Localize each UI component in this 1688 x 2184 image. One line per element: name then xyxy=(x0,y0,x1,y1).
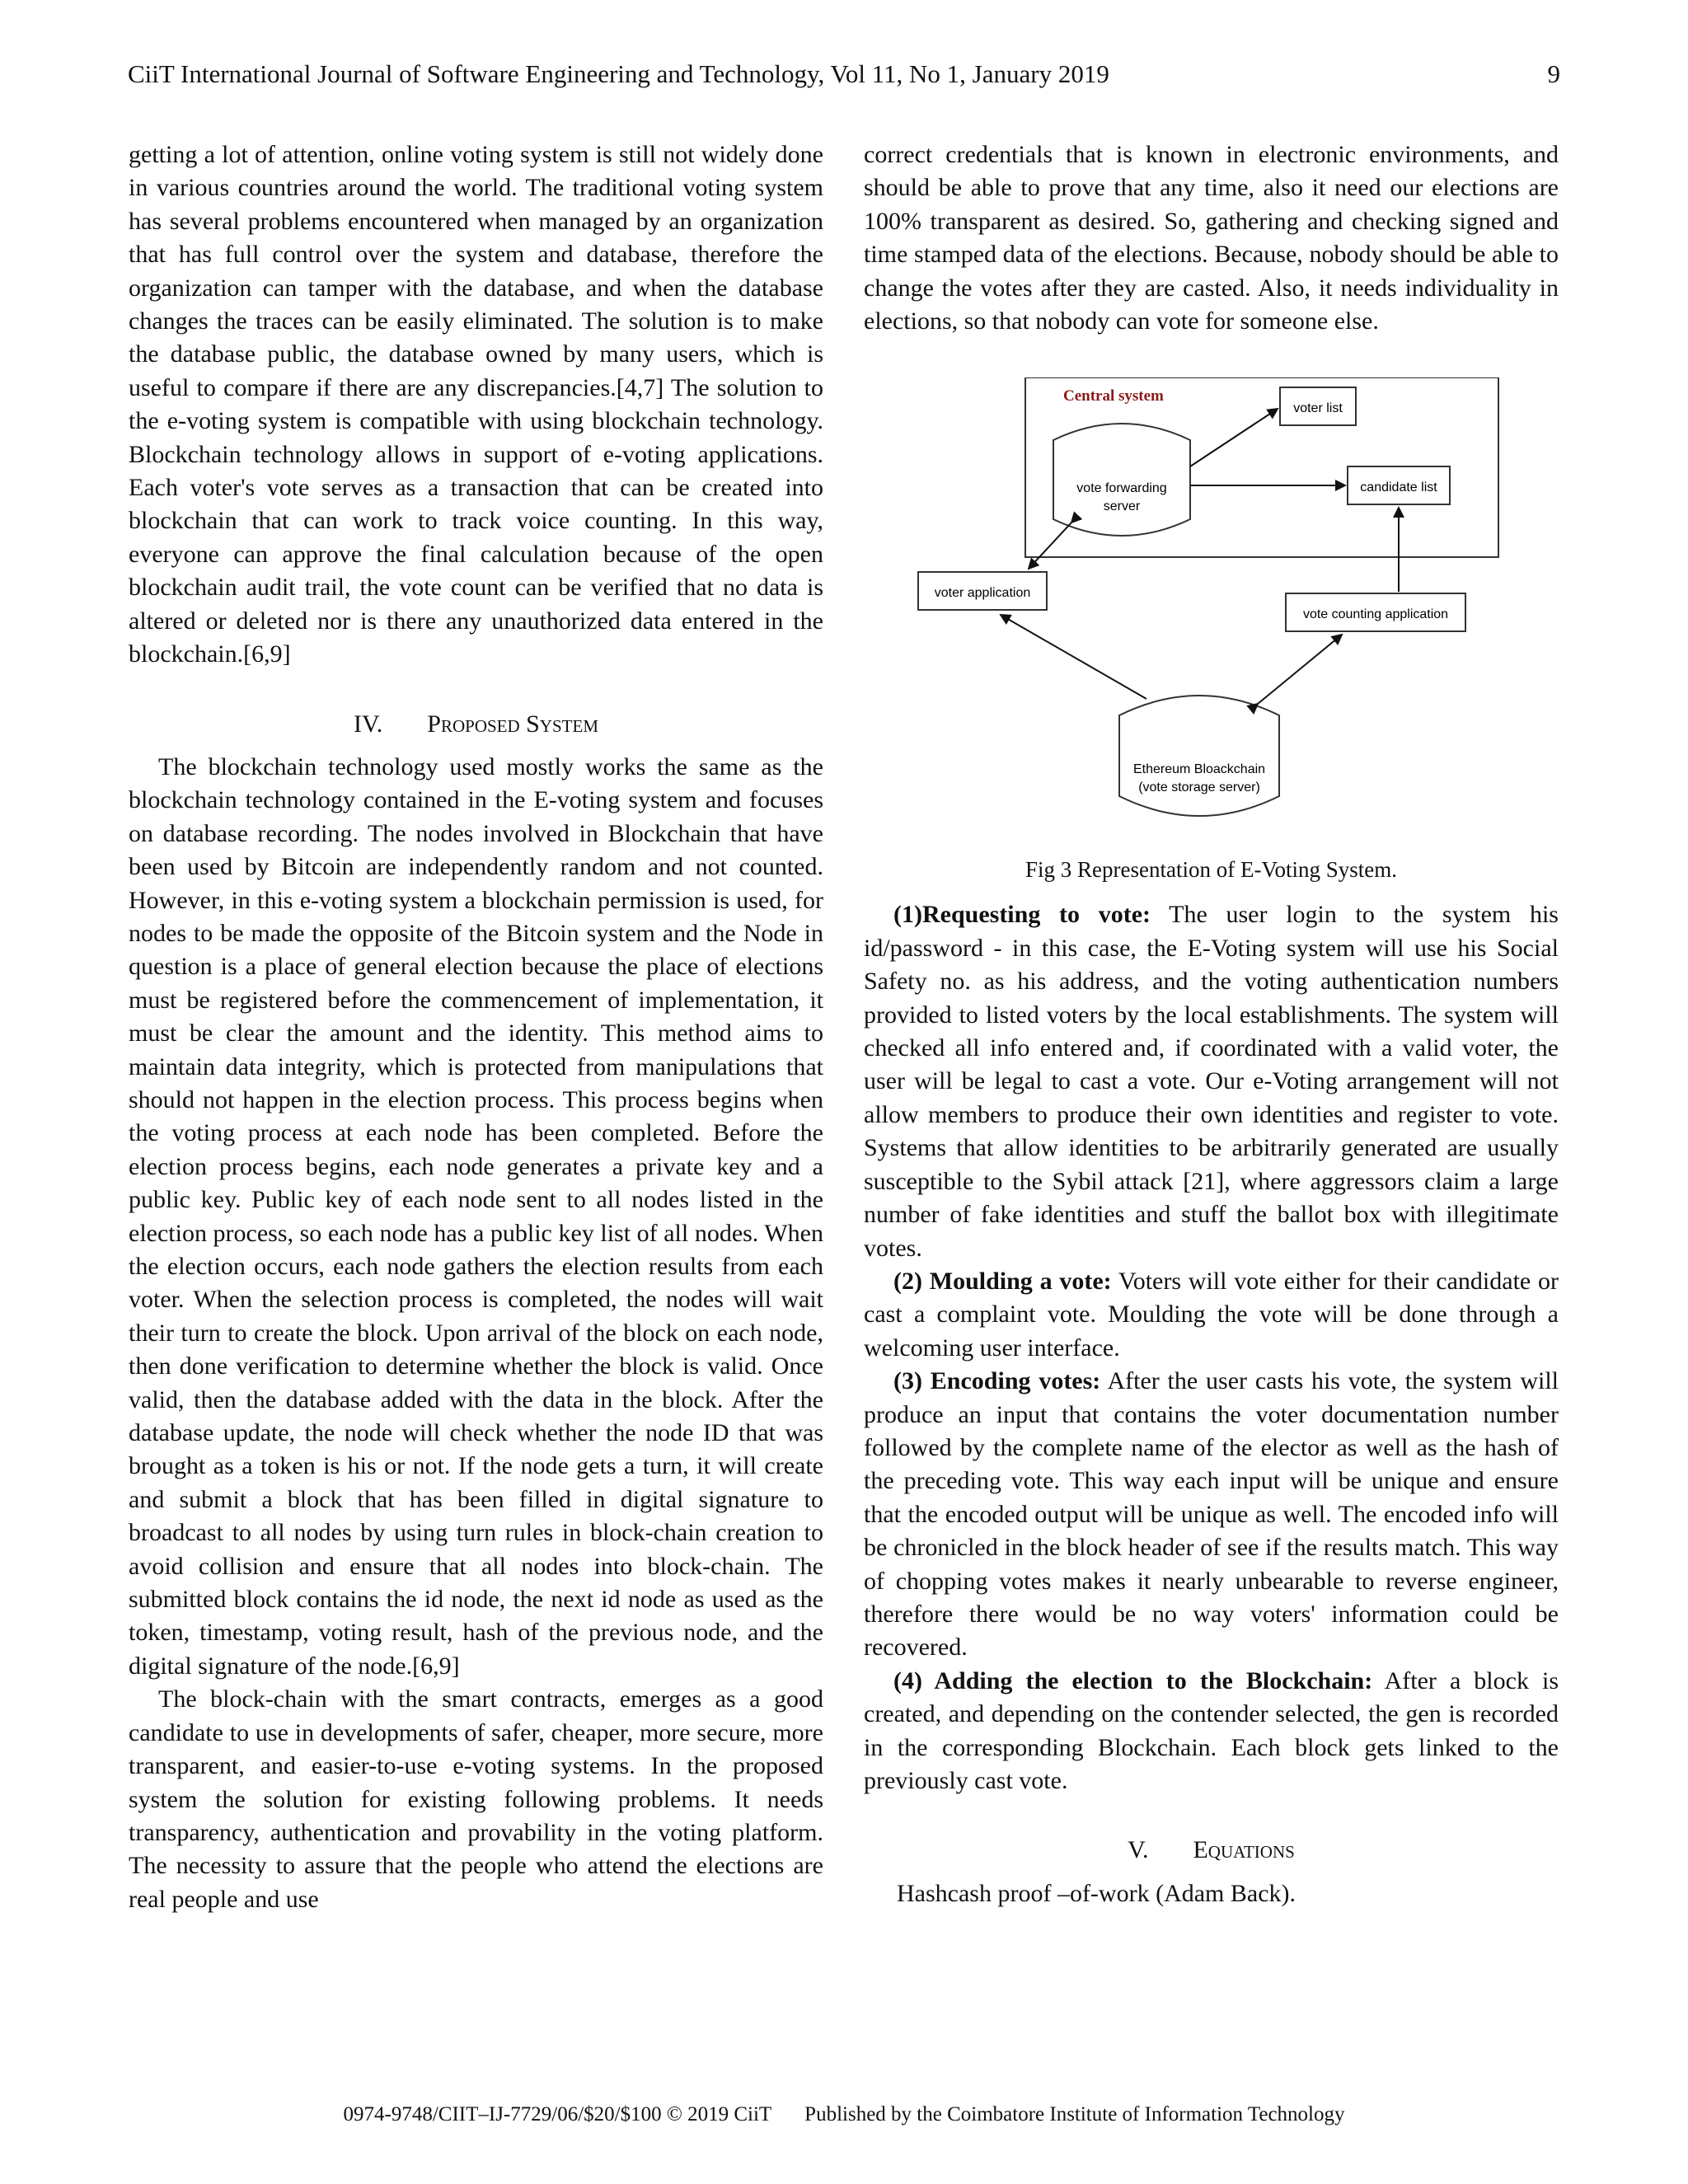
section-number: IV. xyxy=(353,710,383,738)
step-adding-election xyxy=(864,1665,1559,1798)
figure-evoting-system xyxy=(864,377,1559,1053)
step-encoding-votes xyxy=(864,1365,1559,1665)
page-footer xyxy=(0,2102,1688,2128)
voter-list-label: voter list xyxy=(1293,401,1343,416)
left-paragraph-2: The blockchain technology used mostly works the same as the blockchain technology contained in the E-voting system and focuses on database recording. The nodes involved in Blockchain that have been used by Bitcoin are independently random and not counted. However, in this e-voting system a blockchain permission is used, for nodes to be made the opposite of the Bitcoin system and the Node in question is a place of general election because the place of elections must be registered before the commencement of implementation, it must be clear the amount and the identity. This method aims to maintain data integrity, which is protected from manipulations that should not happen in the election process. This process begins when the voting process at each node has been completed. Before the election process begins, each node generates a private key and a public key. Public key of each node sent to all nodes listed in the election process, so each node has a public key list of all nodes. When the election occurs, each node gathers the election results from each voter. When the selection process is completed, the nodes will wait their turn to create the block. Upon arrival of the block on each node, then done verification to determine whether the block is valid. Once valid, then the database added with the data in the block. After the database update, the node will check whether the node ID that was brought as a token is his or not. If the node gets a turn, it will create and submit a block that has been filled in digital signature to broadcast to all nodes by using turn rules in block-chain creation to avoid collision and ensure that all nodes into block-chain. The submitted block contains the id node, the next id node as used as the token, timestamp, voting result, hash of the previous node, and the digital signature of the node.[6,9] xyxy=(129,752,823,1680)
step3-body: After the user casts his vote, the system will produce an input that contains the voter documentation number followed by the complete name of the elector as well as the hash of the preceding vote. This way each input will be unique and ensure that the encoded output will be unique as well. The encoded info will be chronicled in the block header of see if the results match. This way of chopping votes makes it nearly unbearable to reverse engineer, therefore there would be no way voters' information could be recovered. xyxy=(864,1367,1559,1661)
section-heading-equations xyxy=(864,1834,1559,1867)
forwarding-label-line2: server xyxy=(1103,499,1141,514)
page-number: 9 xyxy=(1547,59,1560,88)
right-paragraph-1: correct credentials that is known in electronic environments, and should be able to prove that any time, also it need our elections are 100% transparent as desired. So, gathering and checking signed and time stamped data of the elections. Because, nobody should be able to change the votes after they are casted. Also, it needs individuality in elections, so that nobody can vote for someone else. xyxy=(864,141,1559,335)
section-heading-proposed-system xyxy=(129,708,823,741)
section-title: Proposed System xyxy=(427,710,599,738)
ethereum-label-line2: (vote storage server) xyxy=(1138,780,1260,795)
arrow-server-voter-app xyxy=(1029,523,1071,569)
step1-body: The user login to the system his id/password - in this case, the E-Voting system will use his Social Safety no. as his address, and the voting authentication numbers provided to listed voters by the local establishments. The system will checked all info entered and, if coordinated with a valid voter, the user will be legal to cast a vote. Our e-Voting arrangement will not allow members to produce their own identities and register to vote. Systems that allow identities to be arbitrarily generated are usually susceptible to the Sybil attack [21], where aggressors claim a large number of fake identities and stuff the ballot box with illegitimate votes. xyxy=(864,901,1559,1262)
ethereum-blockchain-storage xyxy=(1119,696,1279,816)
equation-intro: Hashcash proof –of-work (Adam Back). xyxy=(897,1879,1296,1907)
left-paragraph-1: getting a lot of attention, online voting system is still not widely done in various countries around the world. The traditional voting system has several problems encountered when managed by an organization that has full control over the system and database, therefore the organization can tamper with the database, and when the database changes the traces can be easily eliminated. The solution is to make the database public, the database owned by many users, which is useful to compare if there are any discrepancies.[4,7] The solution to the e-voting system is compatible with using blockchain technology. Blockchain technology allows in support of e-voting applications. Each voter's vote serves as a transaction that can be created into blockchain that can work to track voice counting. In this way, everyone can approve the final calculation because of the open blockchain audit trail, the vote count can be verified that no data is altered or deleted nor is there any unauthorized data entered in the blockchain.[6,9] xyxy=(129,141,823,668)
footer-publisher: Published by the Coimbatore Institute of Information Technology xyxy=(804,2103,1345,2125)
step1-heading: (1)Requesting to vote: xyxy=(893,901,1151,929)
step2-body: Voters will vote either for their candidate or cast a complaint vote. Moulding the vote will be done through a welcoming user interface. xyxy=(864,1267,1559,1361)
forwarding-label-line1: vote forwarding xyxy=(1076,481,1167,496)
step3-heading: (3) Encoding votes: xyxy=(893,1367,1101,1395)
ethereum-label-line1: Ethereum Bloackchain xyxy=(1132,762,1266,777)
step4-body: After a block is created, and depending on the contender selected, the gen is recorded in the corresponding Blockchain. Each block gets linked to the previously cast vote. xyxy=(864,1666,1559,1794)
figure-diagram xyxy=(864,377,1559,1004)
arrow-blockchain-counting-app xyxy=(1258,635,1342,704)
candidate-list-label: candidate list xyxy=(1360,480,1437,495)
voter-application-label: voter application xyxy=(934,586,1031,601)
section-number: V. xyxy=(1128,1836,1149,1864)
arrow-to-voter-list xyxy=(1190,409,1278,466)
journal-title: CiiT International Journal of Software Engineering and Technology, Vol 11, No 1, January 2019 xyxy=(128,59,1109,88)
central-system-label: Central system xyxy=(1063,387,1164,405)
step-moulding-a-vote xyxy=(864,1265,1559,1365)
figure-caption: Fig 3 Representation of E-Voting System. xyxy=(1025,857,1397,883)
running-head xyxy=(128,58,1560,91)
right-column xyxy=(864,138,1559,1910)
vote-counting-application-label: vote counting application xyxy=(1302,607,1449,622)
left-column xyxy=(129,138,823,1916)
footer-copyright: 0974-9748/CIIT–IJ-7729/06/$20/$100 © 2019 CiiT xyxy=(343,2103,772,2125)
left-paragraph-3: The block-chain with the smart contracts, emerges as a good candidate to use in developments of safer, cheaper, more secure, more transparent, and easier-to-use e-voting systems. In the proposed system the solution for existing following problems. It needs transparency, authentication and provability in the voting platform. The necessity to assure that the people who attend the elections are real people and use xyxy=(129,1685,823,1913)
vote-forwarding-server xyxy=(1053,424,1190,536)
section-title: Equations xyxy=(1193,1836,1295,1864)
arrow-blockchain-to-voter-app xyxy=(1001,615,1146,699)
step4-heading: (4) Adding the election to the Blockchain: xyxy=(893,1666,1373,1694)
step2-heading: (2) Moulding a vote: xyxy=(893,1267,1112,1295)
